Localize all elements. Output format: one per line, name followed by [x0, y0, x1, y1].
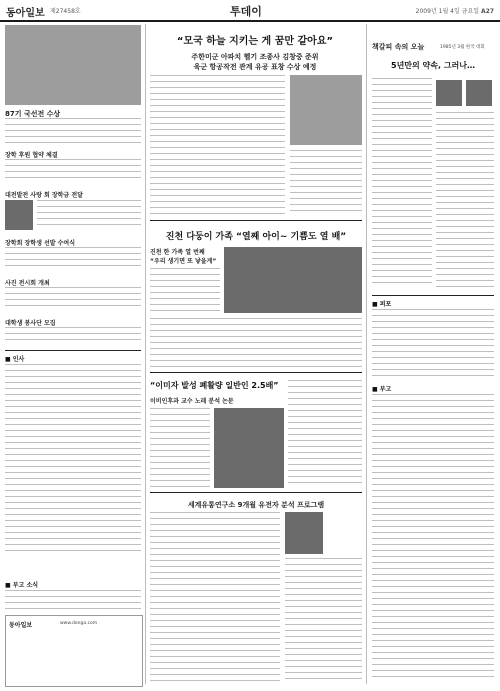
divider — [5, 350, 141, 351]
story4-headline: 세계유통연구소 9개월 유전자 분석 프로그램 — [187, 501, 325, 509]
date-line: 2009년 1월 4일 금요일 A27 — [415, 8, 494, 15]
left-portrait — [5, 200, 33, 230]
right-top-sub: 1985년 3월 한국 대회 — [440, 45, 485, 50]
story2-body — [150, 318, 362, 368]
divider — [150, 372, 362, 373]
story3-photo — [214, 408, 284, 488]
right-box-title: ■ 부고 — [372, 386, 392, 393]
left-item-title: 장학회 장학생 선발 수여식 — [5, 240, 76, 247]
footer-brand: 동아일보 — [9, 622, 33, 629]
footer-url: www.donga.com — [60, 621, 98, 626]
right-box-body — [372, 309, 494, 379]
main-subhead: 주한미군 아파치 헬기 조종사 김창중 준위 — [191, 53, 319, 61]
story2-body — [150, 268, 220, 313]
story3-body — [288, 380, 362, 488]
story3-body — [150, 408, 210, 488]
column-divider — [366, 24, 367, 684]
left-item-body — [5, 159, 141, 183]
left-box-title: ■ 부고 소식 — [5, 582, 39, 589]
left-item-body — [37, 200, 141, 230]
right-box-body — [372, 394, 494, 682]
right-column-title: 5년만의 약속, 그러나… — [391, 61, 475, 70]
story3-headline: “이미자 발성 폐활량 일반인 2.5배” — [150, 381, 279, 390]
left-item-title: 대전발전 사랑 회 장학금 전달 — [5, 192, 83, 199]
divider — [372, 295, 494, 296]
masthead-brand: 동아일보 — [6, 8, 45, 19]
left-item-body — [5, 287, 141, 311]
left-item-title: 87기 국선전 수상 — [5, 110, 61, 118]
main-subhead: 육군 항공작전 관계 유공 표창 수상 예정 — [193, 63, 317, 71]
left-item-title: 사진 전시회 개최 — [5, 280, 50, 287]
column-divider — [145, 24, 146, 684]
left-item-body — [5, 247, 141, 271]
story2-subhead: “우리 생기면 또 낳을게” — [150, 258, 217, 265]
right-portrait — [436, 80, 462, 106]
left-box-body — [5, 590, 141, 610]
story2-subhead: 진천 한 가족 열 번째 — [150, 249, 205, 256]
story4-photo — [285, 512, 323, 554]
main-body — [150, 75, 285, 215]
right-top-title: 책갈피 속의 오늘 — [372, 43, 425, 51]
left-photo — [5, 25, 141, 105]
story2-headline: 진천 다둥이 가족 “열째 아이~ 기쁨도 열 배” — [165, 232, 347, 242]
story4-body — [150, 512, 280, 682]
left-box-body — [5, 364, 141, 554]
section-title: 투데이 — [230, 5, 262, 18]
left-item-title: 대학생 봉사단 모집 — [5, 320, 56, 327]
main-body — [290, 150, 362, 215]
divider — [150, 220, 362, 221]
left-item-body — [5, 118, 141, 144]
right-body — [436, 112, 494, 288]
story3-subhead: 이비인후과 교수 노래 분석 논문 — [150, 398, 234, 405]
story4-body — [285, 558, 362, 682]
right-body — [372, 78, 432, 288]
left-item-body — [5, 327, 141, 345]
right-box-title: ■ 퍼포 — [372, 301, 392, 308]
divider — [150, 492, 362, 493]
main-photo — [290, 75, 362, 145]
main-headline: “모국 하늘 지키는 게 꿈만 같아요” — [176, 36, 334, 47]
left-box-title: ■ 인사 — [5, 356, 25, 363]
story2-photo — [224, 247, 362, 313]
right-portrait — [466, 80, 492, 106]
left-item-title: 장학 후원 협약 체결 — [5, 152, 58, 159]
issue-number: 제27458호 — [50, 8, 81, 15]
